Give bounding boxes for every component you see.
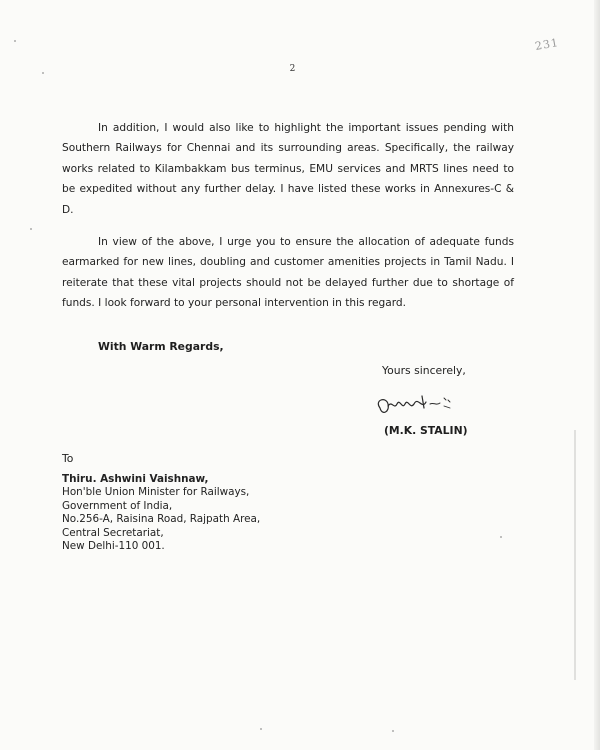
scan-speck: [30, 228, 32, 230]
to-label: To: [62, 452, 74, 465]
sign-off: Yours sincerely,: [382, 364, 466, 377]
recipient-address: [62, 473, 260, 553]
scan-speck: [14, 40, 16, 42]
address-line: No.256-A, Raisina Road, Rajpath Area,: [62, 513, 261, 526]
handwritten-signature: [372, 392, 456, 422]
scan-edge-shadow: [594, 0, 600, 750]
body-paragraph-2: [62, 232, 514, 314]
page-number: 2: [289, 64, 296, 74]
signatory-name: (M.K. STALIN): [384, 424, 468, 437]
body-paragraph-2-text: In view of the above, I urge you to ensure the allocation of adequate funds earmarked for new lines, doubling and customer amenities projects in Tamil Nadu. I reiterate that these vital projects should not be delayed further due to shortage of funds. I look forward to your personal intervention in this regard.: [62, 236, 514, 310]
scan-speck: [260, 728, 262, 730]
address-line: New Delhi-110 001.: [62, 540, 165, 553]
handwritten-page-number: 231: [534, 36, 560, 53]
scan-speck: [500, 536, 502, 538]
address-line: Government of India,: [62, 499, 173, 512]
body-paragraph-1: [62, 118, 514, 220]
scan-artifact-line: [574, 430, 576, 680]
body-paragraph-1-text: In addition, I would also like to highlight the important issues pending with Southern Railways for Chennai and its surrounding areas. Specifically, the railway works related to Kilambakkam bus terminus, EMU services and MRTS lines need to be expedited without any further delay. I have listed these works in Annexures-C & D.: [62, 122, 514, 216]
address-line: Central Secretariat,: [62, 526, 164, 539]
closing-regards: With Warm Regards,: [98, 340, 224, 353]
recipient-name: Thiru. Ashwini Vaishnaw,: [62, 473, 209, 485]
address-line: Hon'ble Union Minister for Railways,: [62, 486, 250, 499]
scan-speck: [392, 730, 394, 732]
